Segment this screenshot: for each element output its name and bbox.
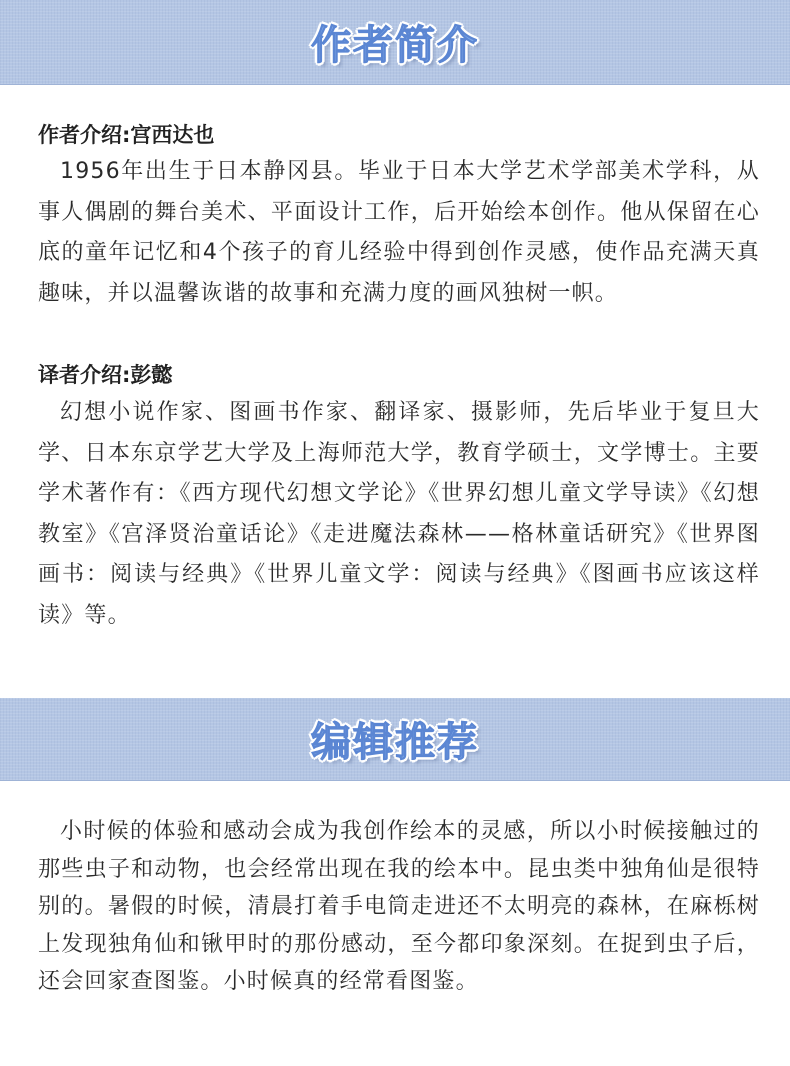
editor-recommendation-banner xyxy=(0,698,790,781)
author-heading: 作者介绍:宫西达也 xyxy=(38,123,215,147)
translator-heading: 译者介绍:彭懿 xyxy=(38,363,173,387)
author-intro-banner xyxy=(0,0,790,85)
translator-bio: 幻想小说作家、图画书作家、翻译家、摄影师，先后毕业于复旦大学、日本东京学艺大学及上海师范大学，教育学硕士，文学博士。主要学术著作有：《西方现代幻想文学论》《世界幻想儿童文学导读》《幻想教室》《宫泽贤治童话论》《走进魔法森林——格林童话研究》《世界图画书：阅读与经典》《世界儿童文学：阅读与经典》《图画书应该这样读》等。 xyxy=(38,400,760,628)
author-bio: 1956年出生于日本静冈县。毕业于日本大学艺术学部美术学科，从事人偶剧的舞台美术、平面设计工作，后开始绘本创作。他从保留在心底的童年记忆和4个孩子的育儿经验中得到创作灵感，使作品充满天真趣味，并以温馨诙谐的故事和充满力度的画风独树一帜。 xyxy=(38,159,760,306)
editor-recommendation-text: 小时候的体验和感动会成为我创作绘本的灵感，所以小时候接触过的那些虫子和动物，也会经常出现在我的绘本中。昆虫类中独角仙是很特别的。暑假的时候，清晨打着手电筒走进还不太明亮的森林，在麻栎树上发现独角仙和锹甲时的那份感动，至今都印象深刻。在捉到虫子后，还会回家查图鉴。小时候真的经常看图鉴。 xyxy=(38,819,760,994)
editor-recommendation-banner-title: 编辑推荐 xyxy=(311,719,479,766)
author-intro-banner-title: 作者简介 xyxy=(311,22,479,69)
